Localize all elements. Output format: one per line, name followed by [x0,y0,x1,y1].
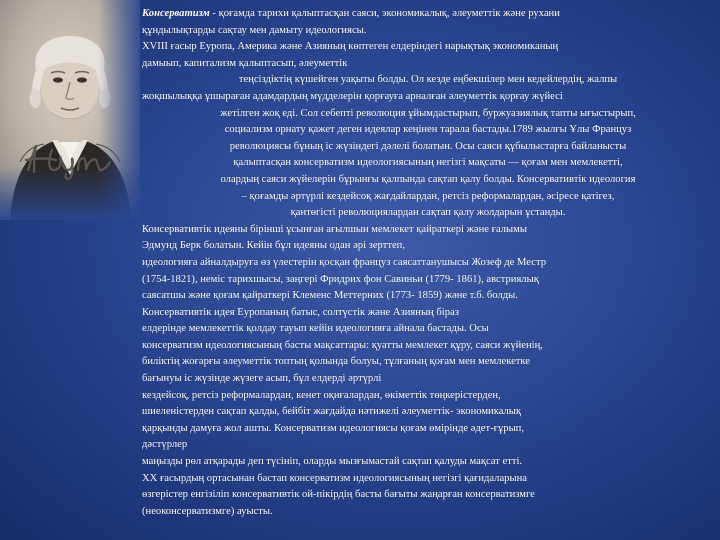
text-line: революциясы бұның іс жүзіндегі дәлелі болатын. Осы саяси құбылыстарға байланысты [229,140,627,152]
text-line: маңызды рөл атқарады деп түсініп, оларды мызғымастай сақтап қалуды мақсат етті. [142,456,523,468]
text-line: елдерінде мемлекеттік қолдау тауып кейін идеологияға айнала бастады. Осы [142,323,489,335]
text-line: құндылықтарды сақтау мен дамыту идеологиясы. [142,24,367,36]
text-line: Эдмунд Берк болатын. Кейін бұл идеяны одан әрі зерттеп, [142,240,405,252]
text-line: шиеленістерден сақтап қалды, бейбіт жағдайда нәтижелі әлеуметтік- экономикалық [142,406,522,418]
text-line: теңсіздіктің күшейген уақыты болды. Ол кезде еңбекшілер мен кедейлердің, жалпы [238,74,618,86]
text-line: XX ғасырдың ортасынан бастап консерватизм идеологиясының негізгі қағидаларына [142,472,527,484]
text-line: олардың саяси жүйелерін бұрынғы қалпында сақтап қалу болды. Консервативтік идеология [220,173,636,185]
text-line: биліктің жоғарғы әлеуметтік топтың қолында болуы, тұлғаның қоғам мен мемлекетке [142,356,530,368]
text-line: бағынуы іс жүзінде жүзеге асып, бұл елдердi әртүрлі [142,373,382,385]
signature-image [22,140,112,180]
text-line: өзгерістер енгізіліп консервативтік ой-пікірдің басты бағыты жаңарған консерватизмге [142,489,535,501]
text-line: қантөгісті революциялардан сақтап қалу жолдарын ұстанды. [290,207,566,219]
text-line: Консервативтік идея Еуропаның батыс, солтүстік және Азияның біраз [142,306,459,318]
text-line: идеологияға айналдыруға өз үлестерін қосқан француз саясаттанушысы Жозеф де Местр [142,256,547,268]
text-line: кездейсоқ, ретсіз реформалардан, кенет оқиғалардан, өкіметтік төңкерістерден, [142,389,501,401]
text-line: жоқшылыққа ұшыраған адамдардың мүдделерін қорғауға арналған әлеуметтік қорғау жүйесі [142,90,563,102]
text-line: дәстүрлер [142,439,188,451]
text-line: қалыптасқан консерватизм идеологиясының негізгі мақсаты — қоғам мен мемлекетті, [233,157,623,169]
article-text [142,6,714,520]
text-line: саясатшы және қоғам қайраткері Клеменс Меттерних (1773- 1859) және т.б. болды. [142,290,518,302]
text-line: (неоконсерватизмге) ауысты. [142,505,273,517]
text-line: консерватизм идеологиясының басты мақсаттары: қуатты мемлекет құру, саяси жүйенің, [142,339,543,351]
text-line: (1754-1821), неміс тарихшысы, заңгері Фридрих фон Савиньи (1779- 1861), австриялық [142,273,539,285]
term-heading: Консерватизм [142,8,210,19]
text-line: – қоғамды әртүрлі кездейсоқ жағдайлардан, ретсіз реформалардан, әсіресе қатігез, [241,190,615,202]
text-line: қарқынды дамуға жол ашты. Консерватизм идеологиясы қоғам өмірінде әдет-ғұрып, [142,422,525,434]
text-line: социализм орнату қажет деген идеялар кеңінен тарала бастады.1789 жылғы Ұлы Француз [224,124,632,136]
text-line-segment: - қоғамда тарихи қалыптасқан саяси, экономикалық, әлеуметтік және рухани [209,8,560,19]
text-line: XVIII ғасыр Еуропа, Америка және Азияның көптеген елдеріндегі нарықтық экономиканың [142,41,559,53]
portrait-image [0,0,140,220]
text-line: дамыып, капитализм қалыптасып, әлеуметтік [142,57,348,69]
text-line [142,6,714,23]
text-line: жетілген жоқ еді. Сол себепті революция ұйымдастырып, буржуазиялық тапты ығыстырып, [220,107,636,119]
text-line: Консервативтік идеяны бірінші ұсынған ағылшын мемлекет қайраткері және ғалымы [142,223,528,235]
